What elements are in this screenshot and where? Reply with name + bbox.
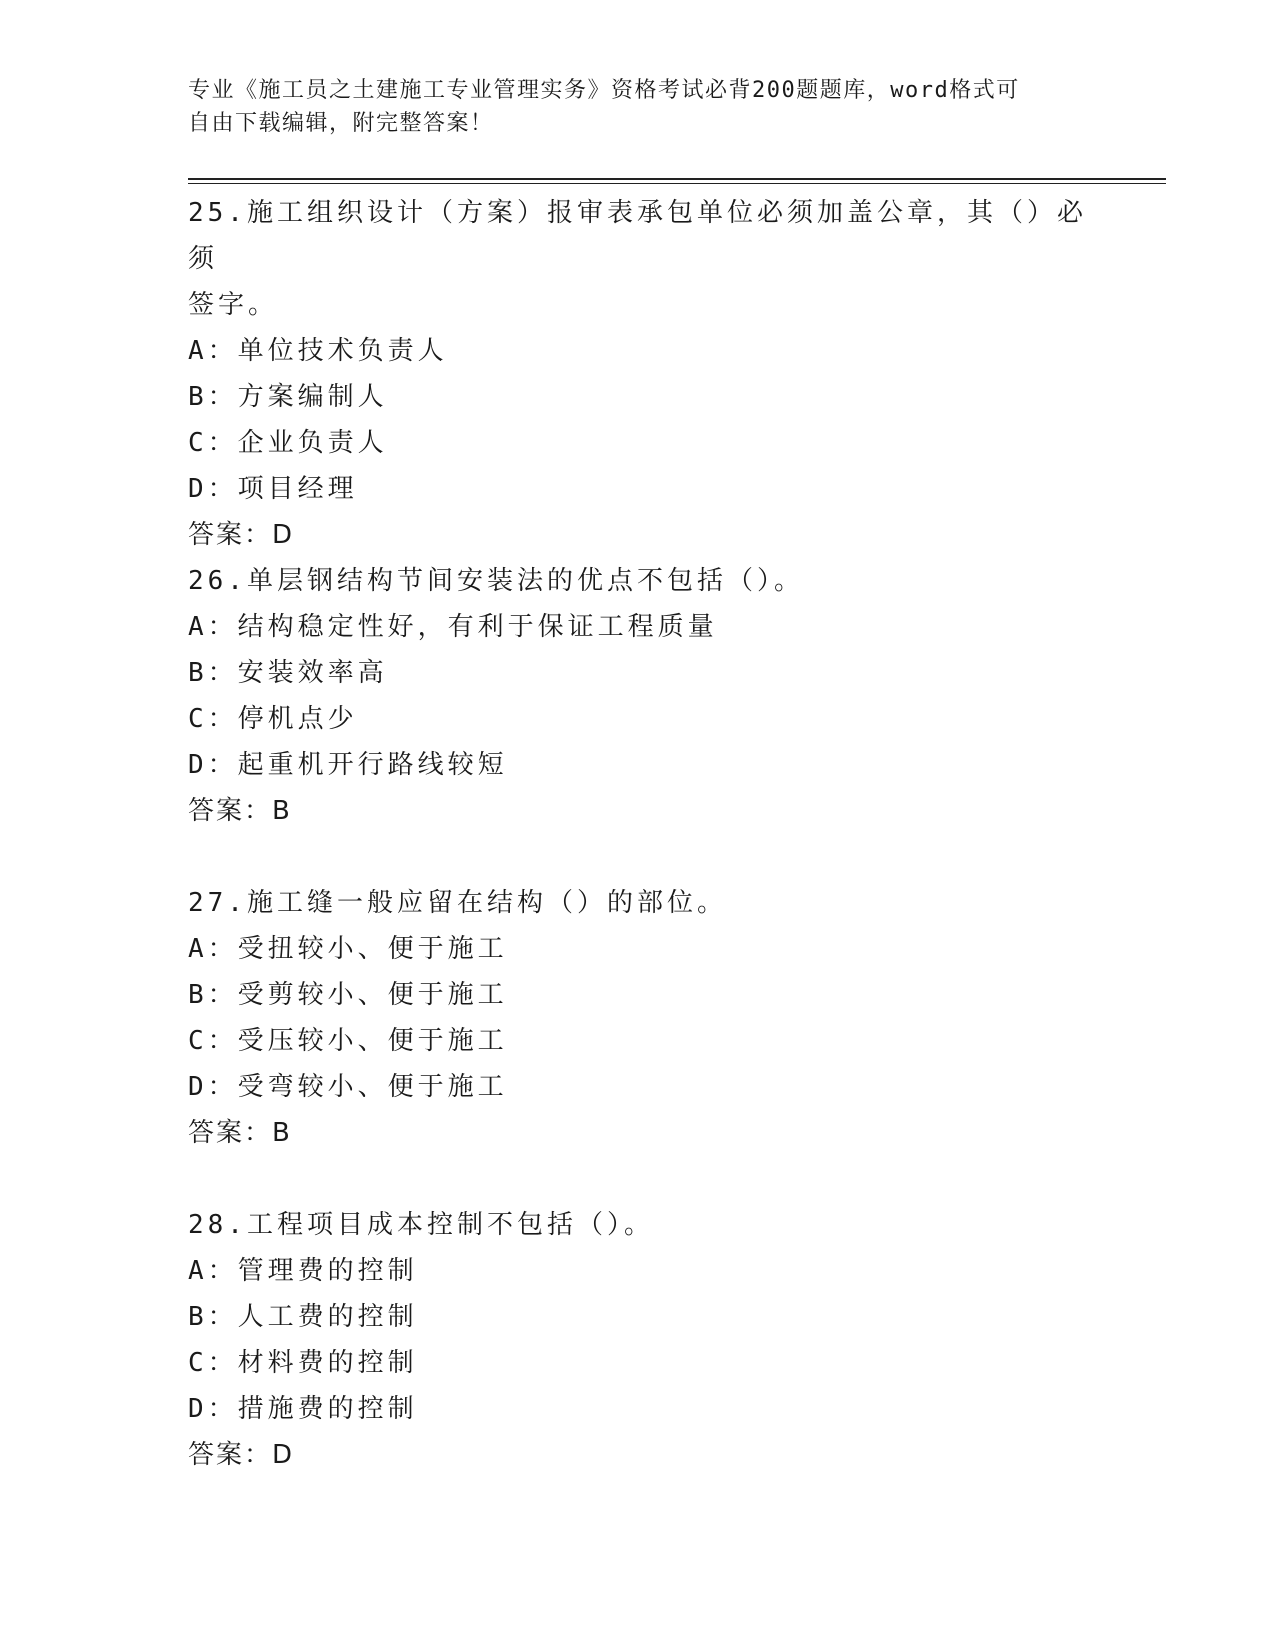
option-b: B：人工费的控制 xyxy=(188,1302,418,1332)
answer: 答案：D xyxy=(188,520,295,550)
question-stem: 25.施工组织设计（方案）报审表承包单位必须加盖公章，其（）必须 xyxy=(188,198,1087,274)
document-header xyxy=(188,74,1088,140)
question-stem-continued: 签字。 xyxy=(188,290,279,320)
option-a: A：结构稳定性好，有利于保证工程质量 xyxy=(188,612,718,642)
option-d: D：措施费的控制 xyxy=(188,1394,418,1424)
answer: 答案：D xyxy=(188,1440,295,1470)
option-c: C：受压较小、便于施工 xyxy=(188,1026,508,1056)
header-divider xyxy=(188,178,1166,184)
option-c: C：停机点少 xyxy=(188,704,358,734)
answer: 答案：B xyxy=(188,796,292,826)
header-line-1: 专业《施工员之土建施工专业管理实务》资格考试必背200题题库，word格式可 xyxy=(188,78,1020,103)
question-stem: 26.单层钢结构节间安装法的优点不包括（）。 xyxy=(188,566,804,596)
question-stem: 27.施工缝一般应留在结构（）的部位。 xyxy=(188,888,727,918)
question-stem: 28.工程项目成本控制不包括（）。 xyxy=(188,1210,654,1240)
question-27 xyxy=(188,880,1088,1156)
answer: 答案：B xyxy=(188,1118,292,1148)
option-b: B：方案编制人 xyxy=(188,382,388,412)
option-d: D：项目经理 xyxy=(188,474,358,504)
option-d: D：受弯较小、便于施工 xyxy=(188,1072,508,1102)
header-line-2: 自由下载编辑，附完整答案！ xyxy=(188,111,494,136)
question-25 xyxy=(188,190,1088,558)
option-b: B：受剪较小、便于施工 xyxy=(188,980,508,1010)
question-28 xyxy=(188,1202,1088,1478)
option-c: C：企业负责人 xyxy=(188,428,388,458)
option-d: D：起重机开行路线较短 xyxy=(188,750,508,780)
option-a: A：单位技术负责人 xyxy=(188,336,448,366)
option-a: A：受扭较小、便于施工 xyxy=(188,934,508,964)
option-a: A：管理费的控制 xyxy=(188,1256,418,1286)
option-c: C：材料费的控制 xyxy=(188,1348,418,1378)
question-26 xyxy=(188,558,1088,834)
option-b: B：安装效率高 xyxy=(188,658,388,688)
